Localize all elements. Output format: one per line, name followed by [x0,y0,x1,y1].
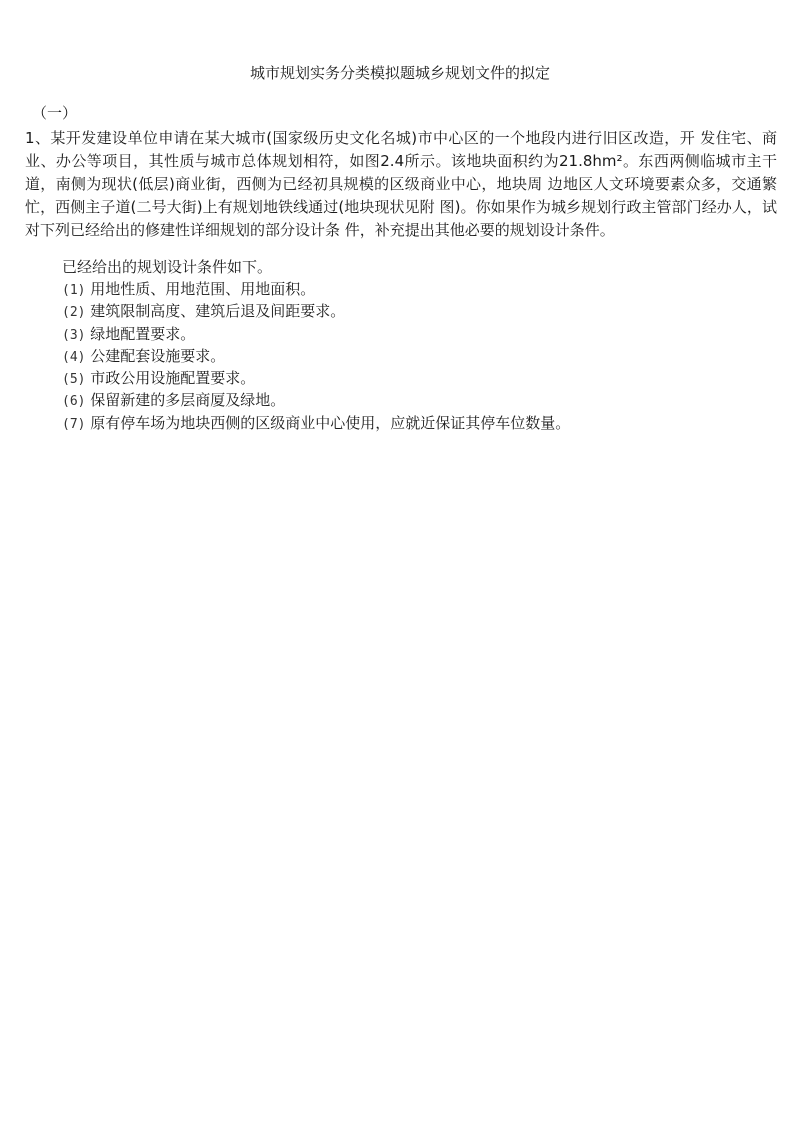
conditions-intro: 已经给出的规划设计条件如下。 [62,258,273,276]
list-item [62,301,570,323]
list-item [62,390,570,412]
question-paragraph: 1、某开发建设单位申请在某大城市(国家级历史文化名城)市中心区的一个地段内进行旧区改造，开 发住宅、商业、办公等项目，其性质与城市总体规划相符，如图2.4所示。该地块面积约为21.8hm²。东西两侧临城市主干道，南侧为现状(低层)商业街，西侧为已经初具规模的区级商业中心，地块周 边地区人文环境要素众多，交通繁忙，西侧主子道(二号大街)上有规划地铁线通过(地块现状见附 图)。你如果作为城乡规划行政主管部门经办人，试对下列已经给出的修建性详细规划的部分设计条 件，补充提出其他必要的规划设计条件。 [25,129,777,239]
item-text: 用地性质、用地范围、用地面积。 [90,280,316,298]
list-item [62,324,570,346]
list-item [62,279,570,301]
list-item [62,413,570,435]
item-text: 公建配套设施要求。 [90,346,226,365]
section-label: （一） [32,104,78,122]
item-number: (2) [62,305,86,321]
item-text: 绿地配置要求。 [90,324,196,343]
list-item [62,346,570,368]
item-text: 原有停车场为地块西侧的区级商业中心使用，应就近保证其停车位数量。 [90,413,571,432]
item-number: (4) [62,349,86,365]
item-number: (6) [62,394,86,410]
item-text: 建筑限制高度、建筑后退及间距要求。 [90,302,346,321]
item-number: (3) [62,327,86,343]
item-number: (5) [62,372,86,388]
item-number: (1) [62,283,86,298]
item-text: 市政公用设施配置要求。 [90,369,256,388]
item-number: (7) [62,416,86,432]
list-item [62,368,570,390]
item-text: 保留新建的多层商厦及绿地。 [90,391,286,410]
conditions-list [62,279,570,435]
document-title: 城市规划实务分类模拟题城乡规划文件的拟定 [249,64,550,82]
